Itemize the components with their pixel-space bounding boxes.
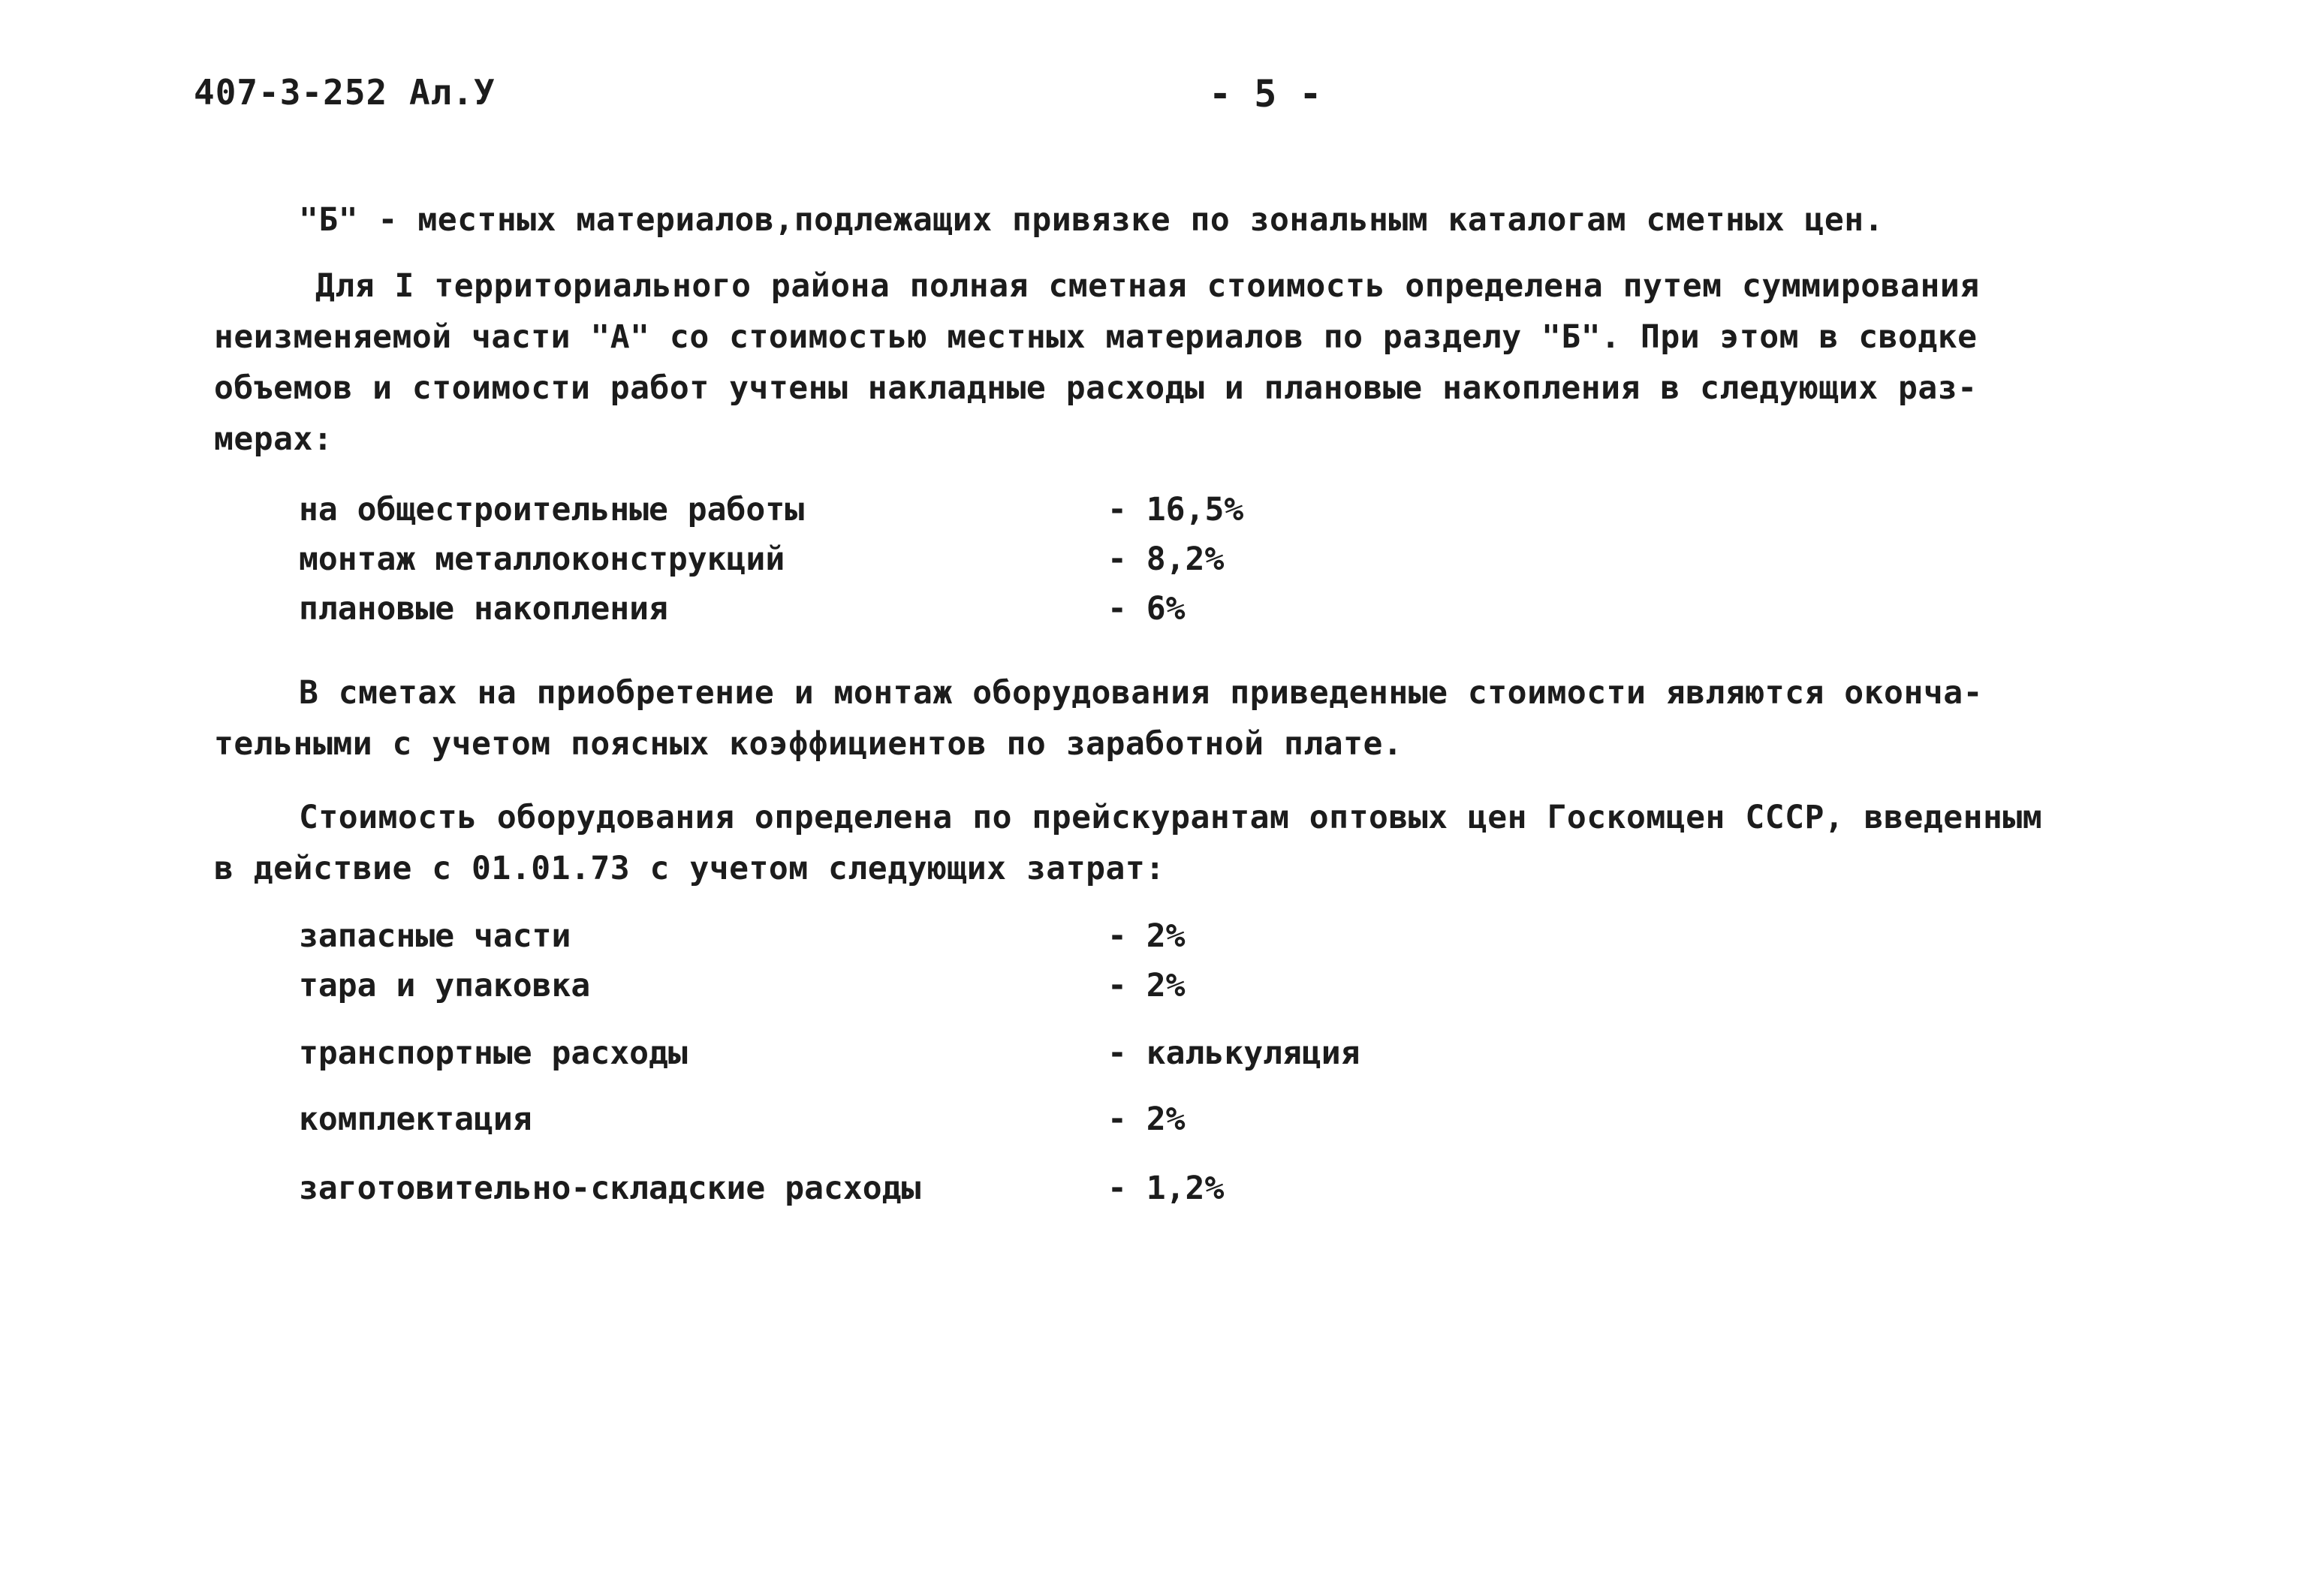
intro-line: "Б" - местных материалов,подлежащих привязке по зональным каталогам сметных цен.: [299, 201, 1885, 239]
rate-value-general: - 16,5%: [1107, 491, 1244, 528]
cost-label-assembly: комплектация: [299, 1101, 532, 1138]
rate-value-metal: - 8,2%: [1107, 541, 1225, 578]
paragraph1-line1: Для I территориального района полная сметная стоимость определена путем суммирования: [315, 267, 1980, 305]
paragraph1-line2: неизменяемой части "А" со стоимостью местных материалов по разделу "Б". При этом в сводке: [214, 318, 1978, 356]
cost-value-assembly: - 2%: [1107, 1101, 1186, 1138]
cost-value-transport: - калькуляция: [1107, 1034, 1360, 1072]
rate-label-metal: монтаж металлоконструкций: [299, 541, 785, 578]
paragraph1-line4: мерах:: [214, 420, 333, 458]
rate-value-savings: - 6%: [1107, 590, 1186, 628]
cost-label-packaging: тара и упаковка: [299, 967, 591, 1004]
paragraph3-line2: в действие с 01.01.73 с учетом следующих затрат:: [214, 850, 1165, 887]
paragraph2-line1: В сметах на приобретение и монтаж оборудования приведенные стоимости являются оконча-: [299, 674, 1983, 712]
page-number: - 5 -: [1209, 72, 1322, 116]
cost-label-transport: транспортные расходы: [299, 1034, 688, 1072]
cost-value-warehouse: - 1,2%: [1107, 1170, 1225, 1207]
paragraph2-line2: тельными с учетом поясных коэффициентов по заработной плате.: [214, 725, 1403, 763]
rate-label-general: на общестроительные работы: [299, 491, 805, 528]
rate-label-savings: плановые накопления: [299, 590, 668, 628]
cost-value-packaging: - 2%: [1107, 967, 1186, 1004]
document-code: 407-3-252 Ал.У: [194, 72, 496, 113]
cost-value-spare-parts: - 2%: [1107, 917, 1186, 955]
cost-label-spare-parts: запасные части: [299, 917, 571, 955]
cost-label-warehouse: заготовительно-складские расходы: [299, 1170, 921, 1207]
paragraph3-line1: Стоимость оборудования определена по прейскурантам оптовых цен Госкомцен СССР, введенным: [299, 799, 2043, 836]
paragraph1-line3: объемов и стоимости работ учтены накладные расходы и плановые накопления в следующих раз-: [214, 369, 1978, 407]
